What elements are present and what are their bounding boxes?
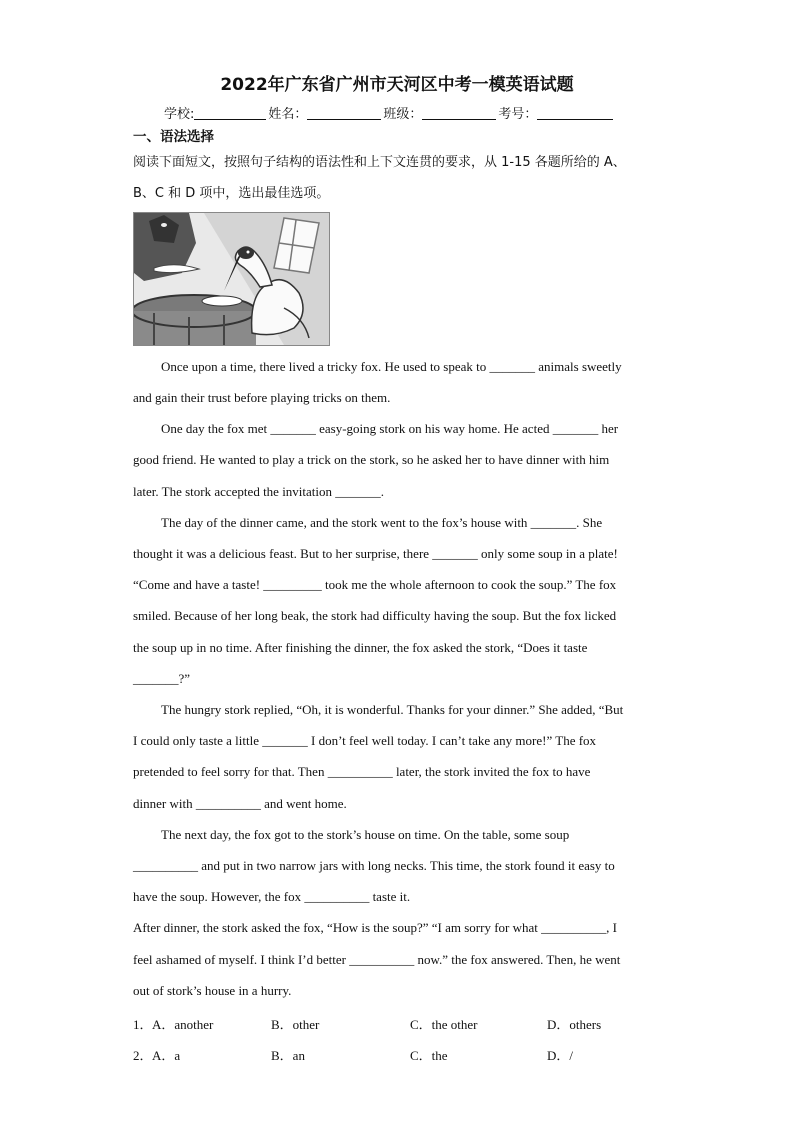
- passage-line: later. The stork accepted the invitation _______.: [133, 484, 385, 499]
- page-title: 2022年广东省广州市天河区中考一模英语试题: [220, 75, 574, 95]
- question-number: 2．: [133, 1048, 153, 1063]
- passage-line: the soup up in no time. After finishing the dinner, the fox asked the stork, “Does it taste: [133, 640, 588, 655]
- fox-and-stork-illustration: [133, 212, 330, 346]
- school-field[interactable]: [194, 106, 266, 120]
- school-label: 学校:: [164, 107, 195, 122]
- passage-line: feel ashamed of myself. I think I’d better __________ now.” the fox answered. Then, he went: [133, 952, 621, 967]
- option-b[interactable]: B．other: [271, 1017, 320, 1032]
- passage-line: The hungry stork replied, “Oh, it is wonderful. Thanks for your dinner.” She added, “But: [161, 702, 624, 717]
- passage-line: __________ and put in two narrow jars with long necks. This time, the stork found it easy to: [133, 858, 615, 873]
- option-a[interactable]: A．another: [152, 1017, 214, 1032]
- examno-label: 考号：: [498, 107, 538, 122]
- passage-line: _______?”: [133, 671, 191, 686]
- option-b[interactable]: B．an: [271, 1048, 305, 1063]
- examno-field[interactable]: [537, 106, 613, 120]
- passage-line: After dinner, the stork asked the fox, “How is the soup?” “I am sorry for what __________, I: [133, 920, 617, 935]
- passage-line: thought it was a delicious feast. But to her surprise, there _______ only some soup in a plate!: [133, 546, 618, 561]
- question-number: 1．: [133, 1017, 153, 1032]
- class-label: 班级：: [383, 107, 423, 122]
- name-label: 姓名：: [268, 107, 308, 122]
- passage-line: The day of the dinner came, and the stork went to the fox’s house with _______. She: [161, 515, 603, 530]
- passage-line: I could only taste a little _______ I don’t feel well today. I can’t take any more!” The fox: [133, 733, 597, 748]
- passage-line: smiled. Because of her long beak, the stork had difficulty having the soup. But the fox licked: [133, 608, 617, 623]
- instruction-line-1: 阅读下面短文，按照句子结构的语法性和上下文连贯的要求，从 1-15 各题所给的 A、: [133, 155, 626, 170]
- student-info-row: [164, 103, 615, 122]
- class-field[interactable]: [422, 106, 496, 120]
- passage-line: The next day, the fox got to the stork’s house on time. On the table, some soup: [161, 827, 570, 842]
- passage-line: good friend. He wanted to play a trick on the stork, so he asked her to have dinner with him: [133, 452, 610, 467]
- passage-line: One day the fox met _______ easy-going stork on his way home. He acted _______ her: [161, 421, 619, 436]
- option-d[interactable]: D．others: [547, 1017, 602, 1032]
- passage-line: “Come and have a taste! _________ took me the whole afternoon to cook the soup.” The fox: [133, 577, 617, 592]
- passage-line: have the soup. However, the fox __________ taste it.: [133, 889, 411, 904]
- passage-line: and gain their trust before playing tricks on them.: [133, 390, 391, 405]
- option-c[interactable]: C．the other: [410, 1017, 478, 1032]
- passage-line: out of stork’s house in a hurry.: [133, 983, 292, 998]
- instruction-line-2: B、C 和 D 项中，选出最佳选项。: [133, 186, 330, 201]
- passage-line: dinner with __________ and went home.: [133, 796, 347, 811]
- option-d[interactable]: D．/: [547, 1048, 574, 1063]
- passage-line: pretended to feel sorry for that. Then __________ later, the stork invited the fox to have: [133, 764, 591, 779]
- option-c[interactable]: C．the: [410, 1048, 448, 1063]
- option-a[interactable]: A．a: [152, 1048, 181, 1063]
- section-heading: 一、语法选择: [133, 129, 214, 145]
- name-field[interactable]: [307, 106, 381, 120]
- passage-line: Once upon a time, there lived a tricky fox. He used to speak to _______ animals sweetly: [161, 359, 622, 374]
